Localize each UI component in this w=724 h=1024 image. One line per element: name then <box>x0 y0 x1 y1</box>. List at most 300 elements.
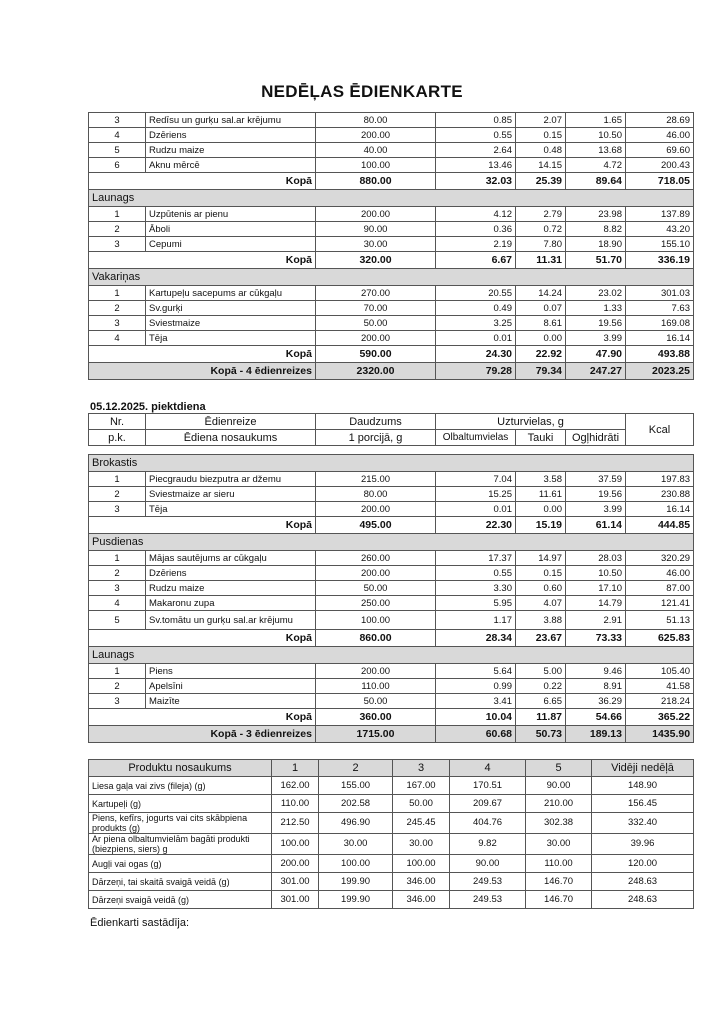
item-number: 1 <box>89 472 146 487</box>
item-carbs: 19.56 <box>566 487 626 502</box>
page-title: NEDĒĻAS ĒDIENKARTE <box>261 82 463 101</box>
total-amount: 880.00 <box>316 173 436 190</box>
product-value: 90.00 <box>526 777 592 795</box>
item-fat: 0.60 <box>516 581 566 596</box>
item-amount: 80.00 <box>316 487 436 502</box>
meal-section-row <box>89 455 694 472</box>
product-value: 496.90 <box>319 813 393 834</box>
total-amount: 320.00 <box>316 252 436 269</box>
item-amount: 30.00 <box>316 237 436 252</box>
product-value: 199.90 <box>319 873 393 891</box>
item-number: 2 <box>89 301 146 316</box>
item-amount: 200.00 <box>316 664 436 679</box>
header-edienreize: Ēdienreize <box>146 414 316 430</box>
product-value: 110.00 <box>526 855 592 873</box>
product-value: 202.58 <box>319 795 393 813</box>
header-tauki: Tauki <box>516 430 566 446</box>
menu-item-row <box>89 286 694 301</box>
products-header-name: Produktu nosaukums <box>89 760 272 777</box>
menu-item-row <box>89 237 694 252</box>
menu-item-row <box>89 331 694 346</box>
total-protein: 28.34 <box>436 630 516 647</box>
item-name: Sv.gurķi <box>146 301 316 316</box>
total-amount: 360.00 <box>316 709 436 726</box>
product-value: 170.51 <box>450 777 526 795</box>
item-amount: 200.00 <box>316 207 436 222</box>
item-amount: 200.00 <box>316 502 436 517</box>
item-name: Redīsu un gurķu sal.ar krējumu <box>146 113 316 128</box>
product-value: 162.00 <box>272 777 319 795</box>
item-kcal: 197.83 <box>626 472 694 487</box>
product-value: 50.00 <box>393 795 450 813</box>
total-carbs: 47.90 <box>566 346 626 363</box>
item-protein: 3.41 <box>436 694 516 709</box>
item-fat: 4.07 <box>516 596 566 611</box>
item-number: 1 <box>89 664 146 679</box>
product-value: 248.63 <box>592 873 694 891</box>
product-value: 249.53 <box>450 891 526 909</box>
item-kcal: 16.14 <box>626 331 694 346</box>
total-kcal: 625.83 <box>626 630 694 647</box>
item-fat: 14.15 <box>516 158 566 173</box>
item-name: Maizīte <box>146 694 316 709</box>
item-amount: 90.00 <box>316 222 436 237</box>
item-carbs: 13.68 <box>566 143 626 158</box>
subtotal-row <box>89 630 694 647</box>
total-protein: 22.30 <box>436 517 516 534</box>
item-carbs: 19.56 <box>566 316 626 331</box>
product-value: 100.00 <box>393 855 450 873</box>
header-oglhidrati: Ogļhidrāti <box>566 430 626 446</box>
product-value: 301.00 <box>272 873 319 891</box>
item-name: Piecgraudu biezputra ar džemu <box>146 472 316 487</box>
total-carbs: 189.13 <box>566 726 626 743</box>
meal-section-row <box>89 534 694 551</box>
item-amount: 200.00 <box>316 331 436 346</box>
product-value: 210.00 <box>526 795 592 813</box>
item-kcal: 87.00 <box>626 581 694 596</box>
menu-item-row <box>89 611 694 630</box>
item-fat: 3.58 <box>516 472 566 487</box>
item-protein: 15.25 <box>436 487 516 502</box>
meal-section-row <box>89 269 694 286</box>
product-row <box>89 834 694 855</box>
item-carbs: 3.99 <box>566 331 626 346</box>
product-row <box>89 855 694 873</box>
header-uzturvielas: Uzturvielas, g <box>436 414 626 430</box>
product-row <box>89 813 694 834</box>
menu-item-row <box>89 664 694 679</box>
item-protein: 3.25 <box>436 316 516 331</box>
item-name: Sv.tomātu un gurķu sal.ar krējumu <box>146 611 316 630</box>
product-row <box>89 891 694 909</box>
total-carbs: 54.66 <box>566 709 626 726</box>
item-amount: 100.00 <box>316 611 436 630</box>
item-number: 4 <box>89 596 146 611</box>
product-value: 248.63 <box>592 891 694 909</box>
item-carbs: 8.82 <box>566 222 626 237</box>
total-label: Kopā <box>89 709 316 726</box>
item-fat: 6.65 <box>516 694 566 709</box>
item-name: Dzēriens <box>146 566 316 581</box>
item-fat: 0.48 <box>516 143 566 158</box>
item-amount: 50.00 <box>316 581 436 596</box>
menu-item-row <box>89 222 694 237</box>
item-amount: 260.00 <box>316 551 436 566</box>
item-name: Sviestmaize ar sieru <box>146 487 316 502</box>
header-porcija: 1 porcijā, g <box>316 430 436 446</box>
item-carbs: 9.46 <box>566 664 626 679</box>
item-kcal: 137.89 <box>626 207 694 222</box>
total-kcal: 718.05 <box>626 173 694 190</box>
product-row <box>89 795 694 813</box>
item-amount: 100.00 <box>316 158 436 173</box>
item-number: 3 <box>89 316 146 331</box>
item-carbs: 2.91 <box>566 611 626 630</box>
total-carbs: 247.27 <box>566 363 626 380</box>
menu-table-day2 <box>88 454 694 743</box>
item-number: 1 <box>89 551 146 566</box>
item-name: Cepumi <box>146 237 316 252</box>
header-olbaltumvielas: Olbaltumvielas <box>436 430 516 446</box>
item-kcal: 230.88 <box>626 487 694 502</box>
products-header-col: 5 <box>526 760 592 777</box>
menu-item-row <box>89 128 694 143</box>
item-name: Kartupeļu sacepums ar cūkgaļu <box>146 286 316 301</box>
header-nr: Nr. <box>89 414 146 430</box>
product-value: 302.38 <box>526 813 592 834</box>
total-carbs: 51.70 <box>566 252 626 269</box>
product-value: 332.40 <box>592 813 694 834</box>
item-kcal: 155.10 <box>626 237 694 252</box>
item-fat: 0.72 <box>516 222 566 237</box>
item-protein: 0.36 <box>436 222 516 237</box>
item-protein: 4.12 <box>436 207 516 222</box>
total-label: Kopā <box>89 346 316 363</box>
subtotal-row <box>89 517 694 534</box>
item-number: 3 <box>89 694 146 709</box>
total-kcal: 2023.25 <box>626 363 694 380</box>
product-value: 146.70 <box>526 891 592 909</box>
meal-section-label: Vakariņas <box>89 269 694 286</box>
item-protein: 0.01 <box>436 331 516 346</box>
item-kcal: 218.24 <box>626 694 694 709</box>
product-value: 199.90 <box>319 891 393 909</box>
item-fat: 0.07 <box>516 301 566 316</box>
menu-item-row <box>89 679 694 694</box>
product-name: Piens, kefīrs, jogurts vai cits skābpiena produkts (g) <box>89 813 272 834</box>
products-header-col: 1 <box>272 760 319 777</box>
menu-item-row <box>89 207 694 222</box>
total-protein: 24.30 <box>436 346 516 363</box>
product-value: 155.00 <box>319 777 393 795</box>
product-value: 30.00 <box>526 834 592 855</box>
item-kcal: 16.14 <box>626 502 694 517</box>
product-value: 245.45 <box>393 813 450 834</box>
total-protein: 10.04 <box>436 709 516 726</box>
product-value: 212.50 <box>272 813 319 834</box>
item-name: Makaronu zupa <box>146 596 316 611</box>
menu-table-header <box>88 413 694 446</box>
item-fat: 2.07 <box>516 113 566 128</box>
item-carbs: 23.98 <box>566 207 626 222</box>
total-fat: 15.19 <box>516 517 566 534</box>
item-carbs: 14.79 <box>566 596 626 611</box>
item-carbs: 37.59 <box>566 472 626 487</box>
product-value: 167.00 <box>393 777 450 795</box>
product-name: Augļi vai ogas (g) <box>89 855 272 873</box>
products-header-col: 3 <box>393 760 450 777</box>
total-fat: 11.31 <box>516 252 566 269</box>
total-protein: 32.03 <box>436 173 516 190</box>
meal-section-label: Launags <box>89 190 694 207</box>
total-fat: 11.87 <box>516 709 566 726</box>
product-row <box>89 777 694 795</box>
product-value: 148.90 <box>592 777 694 795</box>
item-protein: 2.64 <box>436 143 516 158</box>
item-carbs: 10.50 <box>566 128 626 143</box>
item-fat: 5.00 <box>516 664 566 679</box>
menu-item-row <box>89 502 694 517</box>
total-protein: 60.68 <box>436 726 516 743</box>
item-fat: 3.88 <box>516 611 566 630</box>
product-value: 200.00 <box>272 855 319 873</box>
total-amount: 1715.00 <box>316 726 436 743</box>
item-fat: 0.00 <box>516 331 566 346</box>
item-fat: 14.24 <box>516 286 566 301</box>
item-number: 5 <box>89 611 146 630</box>
day-heading: 05.12.2025. piektdiena <box>90 401 206 413</box>
item-carbs: 8.91 <box>566 679 626 694</box>
item-protein: 13.46 <box>436 158 516 173</box>
item-number: 2 <box>89 222 146 237</box>
item-carbs: 23.02 <box>566 286 626 301</box>
products-table <box>88 759 694 909</box>
item-protein: 0.49 <box>436 301 516 316</box>
total-kcal: 493.88 <box>626 346 694 363</box>
item-amount: 110.00 <box>316 679 436 694</box>
item-name: Uzpūtenis ar pienu <box>146 207 316 222</box>
item-kcal: 169.08 <box>626 316 694 331</box>
header-pk: p.k. <box>89 430 146 446</box>
menu-item-row <box>89 566 694 581</box>
item-kcal: 7.63 <box>626 301 694 316</box>
product-value: 404.76 <box>450 813 526 834</box>
subtotal-row <box>89 709 694 726</box>
menu-item-row <box>89 581 694 596</box>
products-header-col: 2 <box>319 760 393 777</box>
item-amount: 70.00 <box>316 301 436 316</box>
item-kcal: 46.00 <box>626 566 694 581</box>
item-fat: 0.15 <box>516 566 566 581</box>
item-name: Aknu mērcē <box>146 158 316 173</box>
meal-section-row <box>89 647 694 664</box>
menu-item-row <box>89 316 694 331</box>
products-header-row <box>89 760 694 777</box>
menu-item-row <box>89 487 694 502</box>
product-value: 30.00 <box>319 834 393 855</box>
total-amount: 590.00 <box>316 346 436 363</box>
item-number: 3 <box>89 237 146 252</box>
item-fat: 7.80 <box>516 237 566 252</box>
item-carbs: 4.72 <box>566 158 626 173</box>
subtotal-row <box>89 252 694 269</box>
total-carbs: 89.64 <box>566 173 626 190</box>
signature-label: Ēdienkarti sastādīja: <box>90 917 190 929</box>
item-carbs: 17.10 <box>566 581 626 596</box>
item-protein: 17.37 <box>436 551 516 566</box>
item-kcal: 69.60 <box>626 143 694 158</box>
item-name: Piens <box>146 664 316 679</box>
item-number: 1 <box>89 286 146 301</box>
product-value: 209.67 <box>450 795 526 813</box>
total-protein: 79.28 <box>436 363 516 380</box>
total-protein: 6.67 <box>436 252 516 269</box>
total-kcal: 365.22 <box>626 709 694 726</box>
item-amount: 50.00 <box>316 316 436 331</box>
product-value: 346.00 <box>393 873 450 891</box>
item-kcal: 121.41 <box>626 596 694 611</box>
item-kcal: 51.13 <box>626 611 694 630</box>
item-fat: 14.97 <box>516 551 566 566</box>
item-fat: 0.22 <box>516 679 566 694</box>
product-value: 110.00 <box>272 795 319 813</box>
menu-item-row <box>89 113 694 128</box>
menu-item-row <box>89 472 694 487</box>
item-number: 1 <box>89 207 146 222</box>
header-kcal: Kcal <box>626 414 694 446</box>
item-protein: 1.17 <box>436 611 516 630</box>
product-value: 90.00 <box>450 855 526 873</box>
item-carbs: 28.03 <box>566 551 626 566</box>
item-number: 4 <box>89 128 146 143</box>
item-kcal: 41.58 <box>626 679 694 694</box>
item-name: Mājas sautējums ar cūkgaļu <box>146 551 316 566</box>
item-kcal: 320.29 <box>626 551 694 566</box>
item-amount: 200.00 <box>316 128 436 143</box>
total-amount: 860.00 <box>316 630 436 647</box>
item-number: 2 <box>89 679 146 694</box>
subtotal-row <box>89 346 694 363</box>
item-protein: 0.01 <box>436 502 516 517</box>
item-amount: 40.00 <box>316 143 436 158</box>
item-name: Āboli <box>146 222 316 237</box>
header-nosaukums: Ēdiena nosaukums <box>146 430 316 446</box>
item-name: Rudzu maize <box>146 143 316 158</box>
item-carbs: 10.50 <box>566 566 626 581</box>
meal-section-row <box>89 190 694 207</box>
total-label: Kopā - 4 ēdienreizes <box>89 363 316 380</box>
item-fat: 11.61 <box>516 487 566 502</box>
menu-item-row <box>89 694 694 709</box>
menu-table-day1 <box>88 112 694 380</box>
total-kcal: 336.19 <box>626 252 694 269</box>
item-amount: 250.00 <box>316 596 436 611</box>
products-header-col: 4 <box>450 760 526 777</box>
product-name: Ar piena olbaltumvielām bagāti produkti (biezpiens, siers) g <box>89 834 272 855</box>
product-value: 146.70 <box>526 873 592 891</box>
meal-section-label: Launags <box>89 647 694 664</box>
item-number: 3 <box>89 502 146 517</box>
meal-section-label: Pusdienas <box>89 534 694 551</box>
item-fat: 2.79 <box>516 207 566 222</box>
header-daudzums: Daudzums <box>316 414 436 430</box>
total-amount: 2320.00 <box>316 363 436 380</box>
item-amount: 215.00 <box>316 472 436 487</box>
item-carbs: 3.99 <box>566 502 626 517</box>
item-protein: 5.95 <box>436 596 516 611</box>
total-carbs: 61.14 <box>566 517 626 534</box>
item-kcal: 28.69 <box>626 113 694 128</box>
subtotal-row <box>89 173 694 190</box>
item-fat: 8.61 <box>516 316 566 331</box>
item-number: 2 <box>89 487 146 502</box>
item-carbs: 36.29 <box>566 694 626 709</box>
item-protein: 3.30 <box>436 581 516 596</box>
item-protein: 20.55 <box>436 286 516 301</box>
product-value: 120.00 <box>592 855 694 873</box>
item-carbs: 18.90 <box>566 237 626 252</box>
total-kcal: 444.85 <box>626 517 694 534</box>
product-name: Liesa gaļa vai zivs (fileja) (g) <box>89 777 272 795</box>
product-value: 9.82 <box>450 834 526 855</box>
products-header-col: Vidēji nedēļā <box>592 760 694 777</box>
product-name: Kartupeļi (g) <box>89 795 272 813</box>
item-amount: 270.00 <box>316 286 436 301</box>
product-value: 100.00 <box>272 834 319 855</box>
item-amount: 200.00 <box>316 566 436 581</box>
item-name: Rudzu maize <box>146 581 316 596</box>
item-name: Apelsīni <box>146 679 316 694</box>
item-kcal: 43.20 <box>626 222 694 237</box>
item-protein: 7.04 <box>436 472 516 487</box>
item-name: Sviestmaize <box>146 316 316 331</box>
item-carbs: 1.65 <box>566 113 626 128</box>
product-name: Dārzeņi, tai skaitā svaigā veidā (g) <box>89 873 272 891</box>
item-amount: 50.00 <box>316 694 436 709</box>
total-label: Kopā <box>89 630 316 647</box>
item-fat: 0.00 <box>516 502 566 517</box>
grand-total-row <box>89 726 694 743</box>
total-label: Kopā <box>89 252 316 269</box>
item-number: 3 <box>89 581 146 596</box>
item-protein: 2.19 <box>436 237 516 252</box>
total-fat: 22.92 <box>516 346 566 363</box>
total-kcal: 1435.90 <box>626 726 694 743</box>
item-number: 4 <box>89 331 146 346</box>
product-value: 39.96 <box>592 834 694 855</box>
item-carbs: 1.33 <box>566 301 626 316</box>
product-value: 100.00 <box>319 855 393 873</box>
product-value: 30.00 <box>393 834 450 855</box>
product-value: 301.00 <box>272 891 319 909</box>
total-label: Kopā <box>89 517 316 534</box>
product-value: 249.53 <box>450 873 526 891</box>
total-fat: 25.39 <box>516 173 566 190</box>
product-row <box>89 873 694 891</box>
item-kcal: 301.03 <box>626 286 694 301</box>
total-label: Kopā - 3 ēdienreizes <box>89 726 316 743</box>
total-fat: 50.73 <box>516 726 566 743</box>
total-carbs: 73.33 <box>566 630 626 647</box>
product-name: Dārzeņi svaigā veidā (g) <box>89 891 272 909</box>
total-fat: 23.67 <box>516 630 566 647</box>
grand-total-row <box>89 363 694 380</box>
item-number: 2 <box>89 566 146 581</box>
item-kcal: 105.40 <box>626 664 694 679</box>
item-name: Dzēriens <box>146 128 316 143</box>
item-number: 6 <box>89 158 146 173</box>
